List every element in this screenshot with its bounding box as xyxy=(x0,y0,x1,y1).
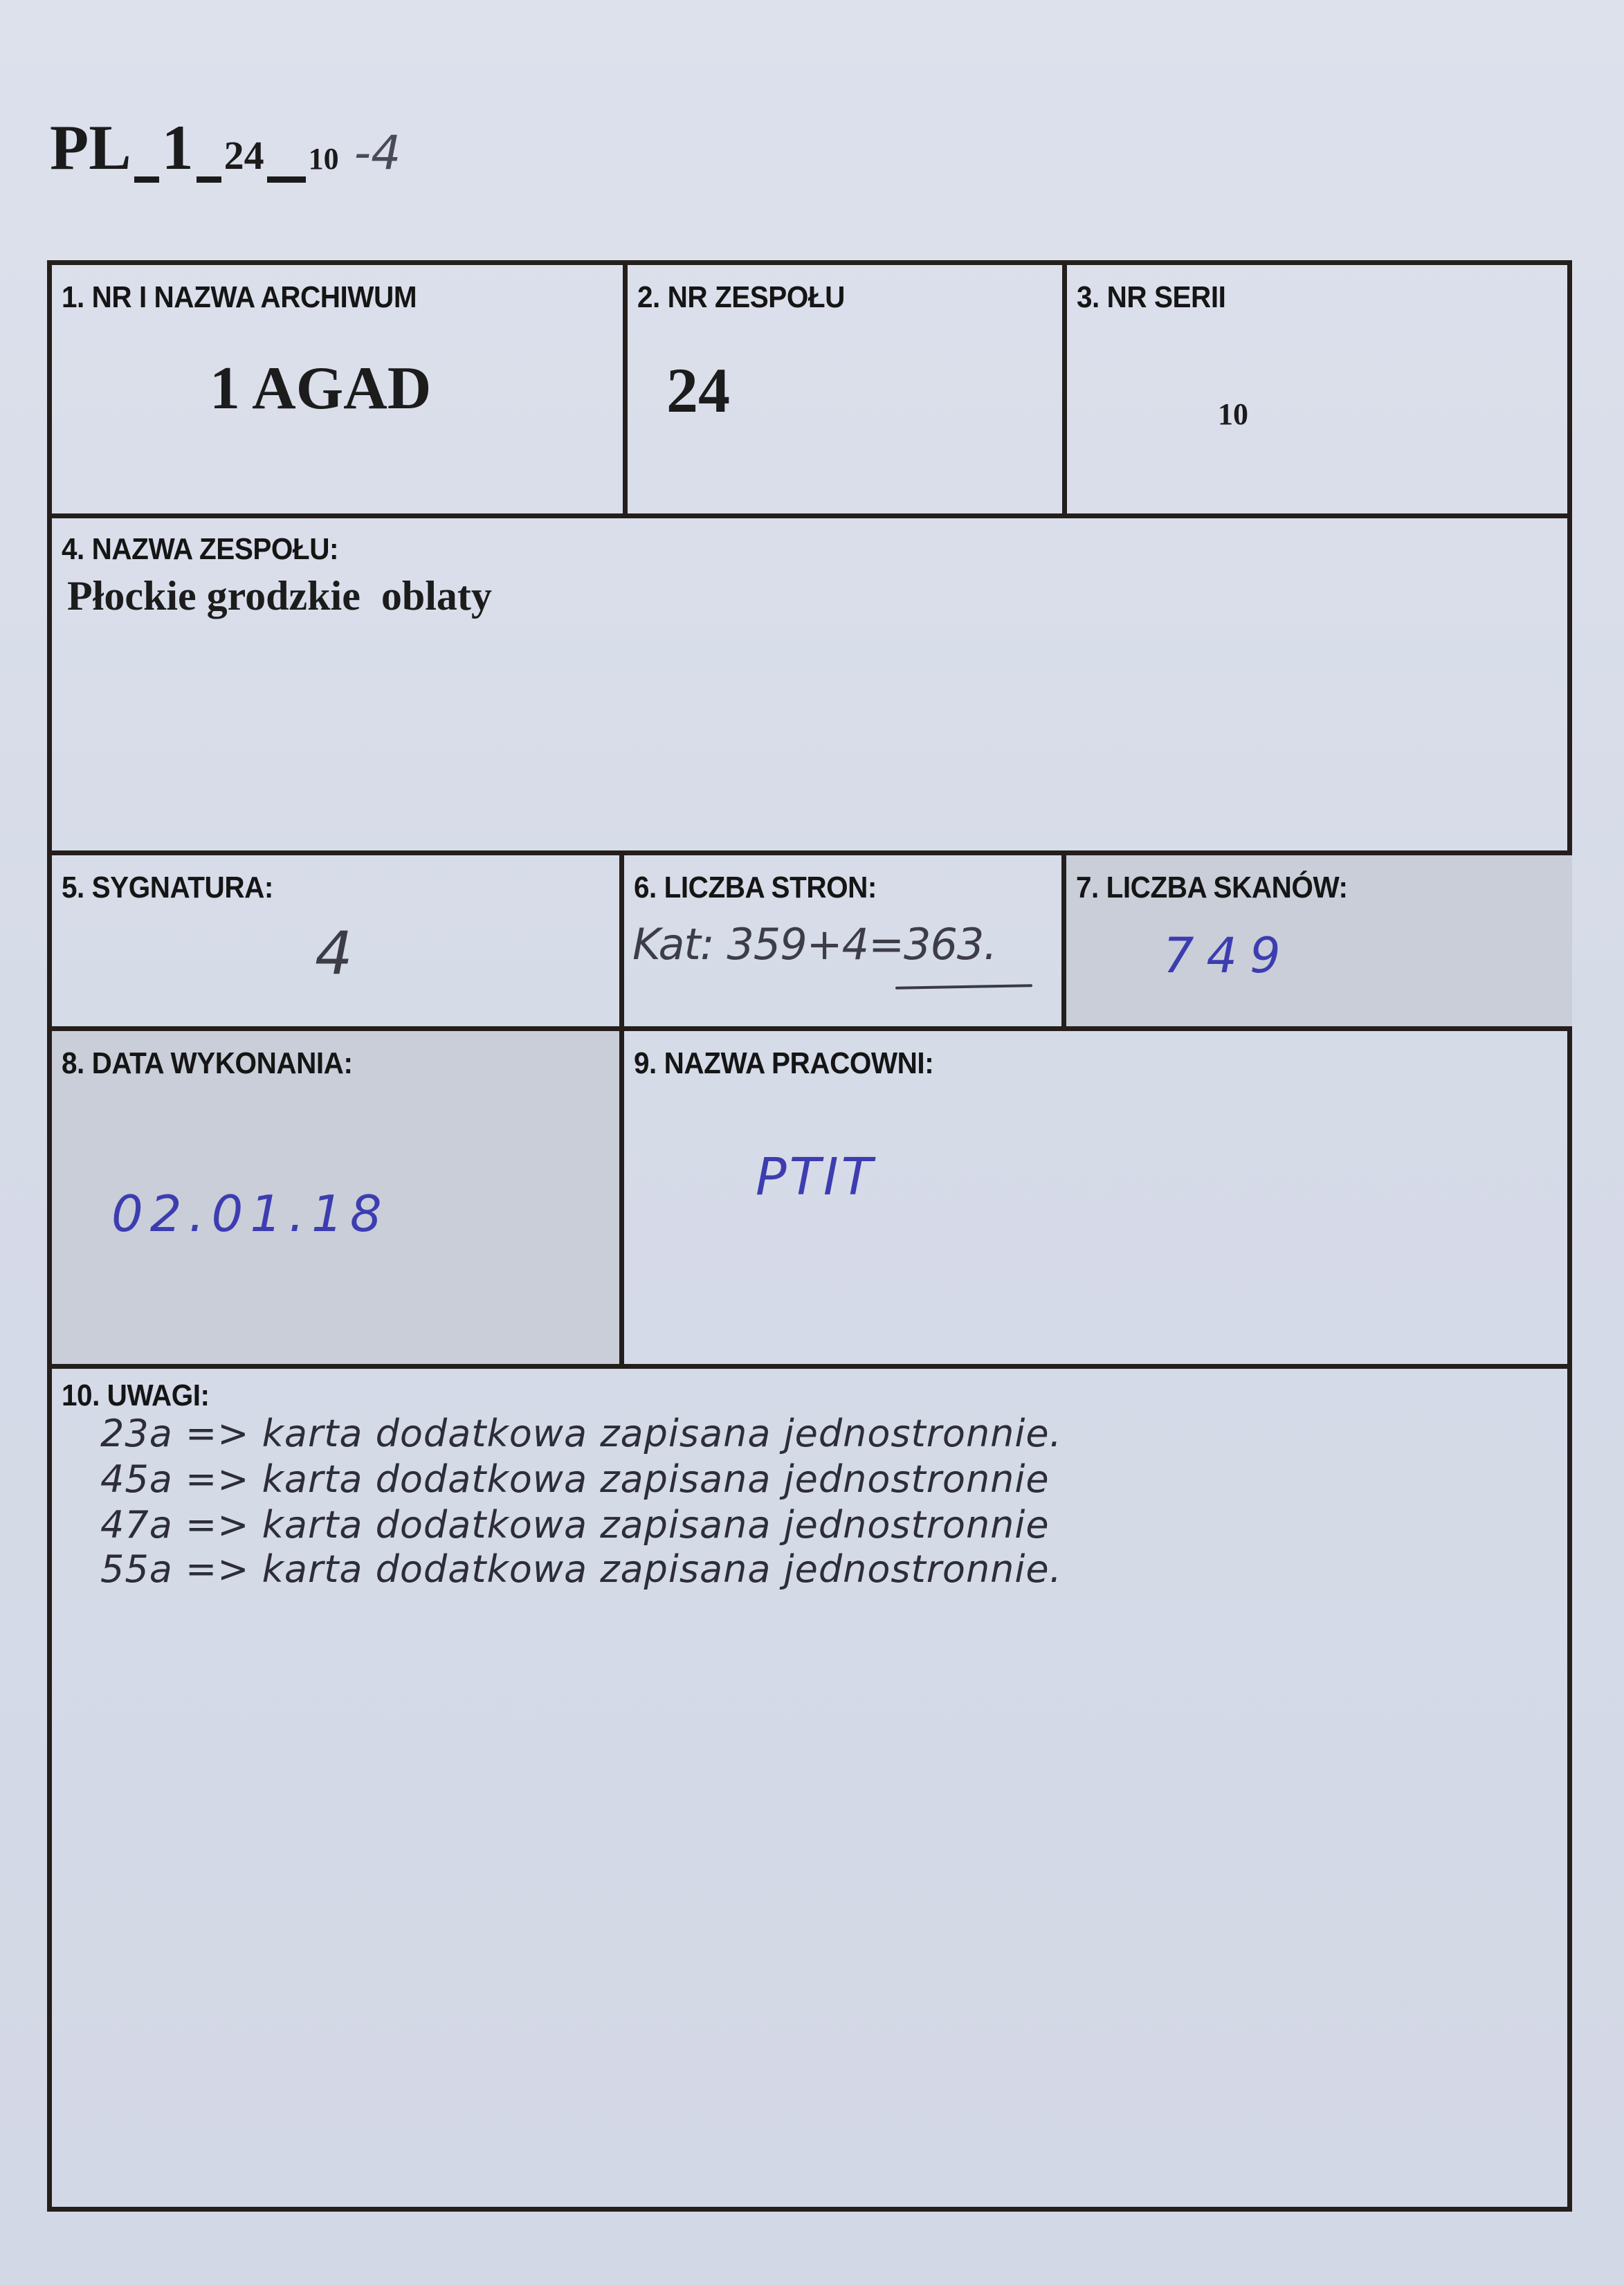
field-page-count-label: 6. LICZBA STRON: xyxy=(634,871,877,904)
field-scan-count xyxy=(1066,855,1572,1026)
divider xyxy=(52,513,1572,518)
field-archive-value: 1 AGAD xyxy=(210,355,432,422)
remark-line-4: 55a => karta dodatkowa zapisana jednostronnie. xyxy=(100,1547,1062,1591)
field-date-value: 02.01.18 xyxy=(111,1185,389,1243)
divider xyxy=(52,850,1572,855)
field-remarks xyxy=(52,1369,1572,2212)
divider xyxy=(623,265,628,518)
metadata-form xyxy=(47,260,1572,2212)
field-archive xyxy=(52,265,623,513)
code-prefix: PL xyxy=(50,112,131,183)
field-date-label: 8. DATA WYKONANIA: xyxy=(62,1046,353,1080)
field-series-no-label: 3. NR SERII xyxy=(1077,280,1226,314)
field-signature-label: 5. SYGNATURA: xyxy=(62,871,273,904)
divider xyxy=(52,1026,1572,1031)
field-scan-count-value: 749 xyxy=(1163,927,1293,984)
field-scan-count-label: 7. LICZBA SKANÓW: xyxy=(1076,871,1348,904)
divider xyxy=(52,1364,1572,1369)
remark-line-1: 23a => karta dodatkowa zapisana jednostronnie. xyxy=(100,1412,1062,1455)
field-workshop-label: 9. NAZWA PRACOWNI: xyxy=(634,1046,934,1080)
code-archive-no: 1 xyxy=(161,112,194,183)
field-fonds-no-label: 2. NR ZESPOŁU xyxy=(637,280,845,314)
field-fonds-name xyxy=(52,518,1572,850)
underscore xyxy=(267,176,306,183)
field-page-count xyxy=(624,855,1061,1026)
underscore xyxy=(134,176,159,183)
field-fonds-name-label: 4. NAZWA ZESPOŁU: xyxy=(62,532,338,566)
divider xyxy=(1061,855,1066,1031)
field-archive-label: 1. NR I NAZWA ARCHIWUM xyxy=(62,280,417,314)
code-handwritten-suffix: -4 xyxy=(354,126,401,181)
field-fonds-name-value: Płockie grodzkie oblaty xyxy=(67,573,492,619)
code-series-no: 10 xyxy=(308,142,339,176)
divider xyxy=(619,1031,624,1364)
field-series-no xyxy=(1067,265,1572,513)
field-workshop-value: PTIT xyxy=(756,1147,875,1207)
field-page-count-value: Kat: 359+4=363. xyxy=(632,919,997,969)
field-signature xyxy=(52,855,619,1026)
code-fonds-no: 24 xyxy=(223,133,264,178)
field-fonds-no xyxy=(628,265,1062,513)
field-workshop xyxy=(624,1031,1572,1364)
field-remarks-label: 10. UWAGI: xyxy=(62,1378,210,1412)
field-signature-value: 4 xyxy=(315,919,353,988)
field-fonds-no-value: 24 xyxy=(666,355,730,426)
remark-line-3: 47a => karta dodatkowa zapisana jednostronnie xyxy=(100,1503,1050,1547)
divider xyxy=(1062,265,1067,518)
divider xyxy=(619,855,624,1031)
field-date xyxy=(52,1031,619,1364)
field-series-no-value: 10 xyxy=(1218,397,1248,431)
total-underline xyxy=(895,984,1032,989)
remark-line-2: 45a => karta dodatkowa zapisana jednostronnie xyxy=(100,1457,1050,1501)
underscore xyxy=(197,176,221,183)
document-code xyxy=(50,111,401,184)
